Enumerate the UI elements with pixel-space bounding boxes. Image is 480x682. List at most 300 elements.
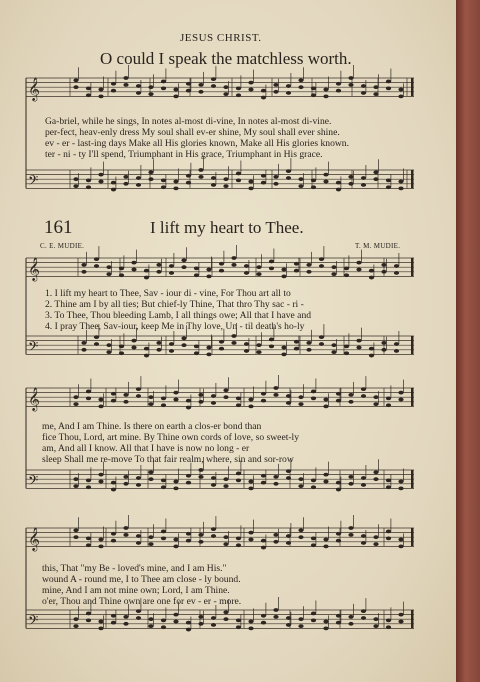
note-head (394, 349, 399, 353)
note-head (111, 481, 116, 485)
note-head (261, 96, 266, 100)
note-head (373, 470, 378, 474)
note-head (161, 86, 166, 90)
note-head (398, 487, 403, 491)
note-head (98, 405, 103, 409)
note-head (86, 618, 91, 622)
note-head (248, 538, 253, 542)
note-head (323, 538, 328, 542)
note-head (94, 264, 99, 268)
note-head (236, 172, 241, 176)
note-head (323, 627, 328, 631)
note-head (144, 269, 149, 273)
note-head (298, 624, 303, 628)
note-head (373, 395, 378, 399)
note-head (206, 353, 211, 357)
note-head (156, 263, 161, 267)
note-head (323, 620, 328, 624)
note-head (294, 347, 299, 351)
note-head (319, 342, 324, 346)
note-head (261, 539, 266, 543)
note-head (373, 542, 378, 546)
note-head (294, 340, 299, 344)
note-head (273, 475, 278, 479)
note-head (298, 402, 303, 406)
note-head (123, 83, 128, 87)
note-head (236, 478, 241, 482)
note-head (136, 476, 141, 480)
note-head (219, 269, 224, 273)
note-head (244, 271, 249, 275)
note-head (273, 386, 278, 390)
note-head (194, 344, 199, 348)
end-bar (411, 258, 414, 276)
note-head (186, 181, 191, 185)
end-bar (411, 388, 414, 406)
note-head (344, 351, 349, 355)
note-head (306, 341, 311, 345)
note-head (86, 93, 91, 97)
note-head (248, 620, 253, 624)
note-head (73, 484, 78, 488)
note-head (136, 534, 141, 538)
note-head (311, 618, 316, 622)
note-head (186, 539, 191, 543)
end-bar (411, 528, 414, 546)
note-head (256, 272, 261, 276)
note-head (86, 485, 91, 489)
note-head (336, 539, 341, 543)
s2-verse-1: me, And I am Thine. Is there on earth a clos-er bond than (42, 421, 262, 432)
note-head (223, 477, 228, 481)
note-head (106, 265, 111, 269)
note-head (348, 482, 353, 486)
note-head (336, 481, 341, 485)
note-head (136, 483, 141, 487)
note-head (386, 478, 391, 482)
note-head (398, 391, 403, 395)
note-head (219, 340, 224, 344)
note-head (373, 92, 378, 96)
hymn-number: 161 (44, 217, 73, 238)
note-head (98, 95, 103, 99)
note-head (236, 536, 241, 540)
note-head (356, 261, 361, 265)
note-head (198, 615, 203, 619)
note-head (148, 395, 153, 399)
book-spine (456, 0, 480, 682)
note-head (173, 88, 178, 92)
note-head (269, 260, 274, 264)
note-head (348, 400, 353, 404)
note-head (223, 542, 228, 546)
note-head (223, 617, 228, 621)
note-head (86, 543, 91, 547)
note-head (148, 170, 153, 174)
note-head (248, 180, 253, 184)
note-head (173, 620, 178, 624)
note-head (398, 538, 403, 542)
note-head (169, 349, 174, 353)
note-head (231, 256, 236, 260)
note-head (323, 545, 328, 549)
note-head (86, 390, 91, 394)
hymn-author: C. E. MUDIE. (40, 242, 85, 250)
note-head (294, 269, 299, 273)
note-head (123, 400, 128, 404)
note-head (173, 398, 178, 402)
prev-verse-3: ev - er - last-ing days Make all His glories known, Make all His glories known. (45, 138, 350, 149)
note-head (98, 398, 103, 402)
note-head (198, 168, 203, 172)
note-head (86, 478, 91, 482)
note-head (398, 88, 403, 92)
note-head (111, 181, 116, 185)
s1-verse-2: 2. Thine am I by all ties; But chief-ly Thine, That thro Thy sac - ri - (45, 299, 304, 310)
note-head (181, 336, 186, 340)
s3-verse-1: this, That "my Be - loved's mine, and I am His." (42, 563, 227, 574)
note-head (311, 543, 316, 547)
note-head (273, 482, 278, 486)
note-head (361, 534, 366, 538)
note-head (356, 339, 361, 343)
note-head (169, 342, 174, 346)
note-head (161, 485, 166, 489)
note-head (236, 178, 241, 182)
note-head (273, 182, 278, 186)
note-head (136, 387, 141, 391)
note-head (286, 91, 291, 95)
note-head (223, 92, 228, 96)
note-head (148, 470, 153, 474)
note-head (211, 183, 216, 187)
bass-clef-icon: 𝄢 (28, 472, 39, 492)
note-head (73, 528, 78, 532)
note-head (181, 265, 186, 269)
note-head (211, 84, 216, 88)
note-head (373, 177, 378, 181)
note-head (331, 265, 336, 269)
hymn-composer: T. M. MUDIE. (355, 242, 401, 250)
note-head (398, 620, 403, 624)
s3-verse-2: wound A - round me, I to Thee am close - ly bound. (42, 574, 241, 585)
note-head (361, 176, 366, 180)
note-head (144, 276, 149, 280)
note-head (386, 530, 391, 534)
note-head (281, 275, 286, 279)
note-head (286, 541, 291, 545)
note-head (361, 541, 366, 545)
note-head (398, 613, 403, 617)
note-head (173, 613, 178, 617)
note-head (194, 351, 199, 355)
note-head (186, 89, 191, 93)
note-head (306, 270, 311, 274)
note-head (336, 181, 341, 185)
note-head (119, 351, 124, 355)
bass-clef-icon: 𝄢 (28, 338, 39, 358)
note-head (323, 180, 328, 184)
treble-clef-icon: 𝄞 (28, 526, 40, 551)
note-head (106, 272, 111, 276)
bass-clef-icon: 𝄢 (28, 172, 39, 192)
note-head (248, 480, 253, 484)
note-head (123, 475, 128, 479)
note-head (298, 184, 303, 188)
note-head (119, 273, 124, 277)
note-head (181, 343, 186, 347)
note-head (86, 185, 91, 189)
note-head (323, 95, 328, 99)
note-head (236, 93, 241, 97)
note-head (244, 349, 249, 353)
note-head (98, 88, 103, 92)
note-head (156, 348, 161, 352)
note-head (336, 82, 341, 86)
note-head (286, 169, 291, 173)
note-head (81, 348, 86, 352)
s3-verse-4: o'er, Thou and Thine own are one for ev - er - more. (42, 596, 242, 607)
note-head (361, 476, 366, 480)
note-head (219, 262, 224, 266)
prev-verse-4: ter - ni - ty I'll spend, Triumphant in His grace, Triumphant in His grace. (45, 149, 323, 160)
note-head (286, 401, 291, 405)
note-head (261, 474, 266, 478)
note-head (206, 346, 211, 350)
note-head (219, 347, 224, 351)
note-head (223, 388, 228, 392)
note-head (211, 623, 216, 627)
note-head (161, 403, 166, 407)
note-head (294, 262, 299, 266)
treble-clef-icon: 𝄞 (28, 256, 40, 281)
note-head (123, 622, 128, 626)
note-head (286, 476, 291, 480)
note-head (256, 350, 261, 354)
note-head (323, 473, 328, 477)
note-head (248, 487, 253, 491)
note-head (198, 393, 203, 397)
note-head (223, 610, 228, 614)
note-head (273, 90, 278, 94)
note-head (198, 475, 203, 479)
note-head (136, 616, 141, 620)
note-head (298, 78, 303, 82)
note-head (148, 92, 153, 96)
note-head (236, 625, 241, 629)
note-head (323, 398, 328, 402)
note-head (156, 270, 161, 274)
note-head (336, 188, 341, 192)
note-head (211, 394, 216, 398)
note-head (161, 478, 166, 482)
note-head (348, 393, 353, 397)
note-head (123, 482, 128, 486)
note-head (73, 477, 78, 481)
note-head (94, 335, 99, 339)
note-head (348, 526, 353, 530)
note-head (186, 406, 191, 410)
note-head (356, 268, 361, 272)
note-head (173, 180, 178, 184)
note-head (311, 478, 316, 482)
note-head (331, 343, 336, 347)
note-head (156, 341, 161, 345)
note-head (111, 82, 116, 86)
note-head (361, 616, 366, 620)
note-head (223, 184, 228, 188)
note-head (311, 612, 316, 616)
note-head (286, 534, 291, 538)
note-head (298, 528, 303, 532)
note-head (386, 403, 391, 407)
note-head (306, 263, 311, 267)
section-header: JESUS CHRIST. (180, 32, 262, 44)
note-head (386, 185, 391, 189)
note-head (173, 391, 178, 395)
note-head (373, 624, 378, 628)
note-head (286, 394, 291, 398)
end-bar (411, 78, 414, 96)
note-head (386, 485, 391, 489)
note-head (119, 344, 124, 348)
note-head (348, 475, 353, 479)
note-head (273, 175, 278, 179)
note-head (98, 473, 103, 477)
note-head (273, 615, 278, 619)
note-head (198, 468, 203, 472)
note-head (119, 266, 124, 270)
note-head (261, 481, 266, 485)
note-head (186, 481, 191, 485)
note-head (98, 620, 103, 624)
note-head (173, 487, 178, 491)
note-head (373, 535, 378, 539)
note-head (381, 341, 386, 345)
note-head (161, 178, 166, 182)
note-head (306, 348, 311, 352)
note-head (286, 176, 291, 180)
note-head (369, 354, 374, 358)
note-head (248, 187, 253, 191)
note-head (356, 346, 361, 350)
note-head (206, 275, 211, 279)
note-head (231, 334, 236, 338)
note-head (73, 78, 78, 82)
note-head (348, 83, 353, 87)
note-head (394, 264, 399, 268)
note-head (323, 173, 328, 177)
note-head (361, 91, 366, 95)
note-head (211, 476, 216, 480)
note-head (386, 396, 391, 400)
note-head (361, 483, 366, 487)
note-head (148, 535, 153, 539)
note-head (386, 86, 391, 90)
note-head (198, 533, 203, 537)
note-head (136, 91, 141, 95)
note-head (381, 348, 386, 352)
note-head (111, 539, 116, 543)
note-head (123, 182, 128, 186)
note-head (381, 270, 386, 274)
note-head (398, 480, 403, 484)
note-head (136, 394, 141, 398)
note-head (73, 617, 78, 621)
note-head (123, 175, 128, 179)
note-head (144, 347, 149, 351)
note-head (111, 621, 116, 625)
note-head (223, 535, 228, 539)
note-head (173, 545, 178, 549)
s3-verse-3: mine, And I am not mine own; Lord, I am Thine. (42, 585, 230, 596)
note-head (348, 622, 353, 626)
note-head (298, 535, 303, 539)
note-head (111, 488, 116, 492)
note-head (73, 177, 78, 181)
note-head (336, 488, 341, 492)
note-head (261, 546, 266, 550)
note-head (261, 174, 266, 178)
note-head (386, 80, 391, 84)
note-head (236, 86, 241, 90)
note-head (173, 480, 178, 484)
note-head (244, 342, 249, 346)
bass-clef-icon: 𝄢 (28, 612, 39, 632)
note-head (161, 625, 166, 629)
note-head (198, 83, 203, 87)
s1-verse-1: 1. I lift my heart to Thee, Sav - iour di - vine, For Thou art all to (45, 288, 291, 299)
note-head (373, 85, 378, 89)
note-head (173, 95, 178, 99)
note-head (286, 84, 291, 88)
end-bar (411, 610, 414, 628)
note-head (336, 399, 341, 403)
note-head (86, 612, 91, 616)
note-head (123, 526, 128, 530)
note-head (386, 625, 391, 629)
note-head (348, 76, 353, 80)
note-head (269, 266, 274, 270)
note-head (361, 84, 366, 88)
prev-hymn-title: O could I speak the matchless worth. (100, 49, 352, 68)
note-head (248, 405, 253, 409)
s2-verse-3: am, And all I know. All that I have is now no long - er (42, 443, 250, 454)
note-head (298, 617, 303, 621)
note-head (281, 268, 286, 272)
note-head (106, 343, 111, 347)
note-head (336, 621, 341, 625)
note-head (236, 618, 241, 622)
note-head (86, 178, 91, 182)
note-head (123, 615, 128, 619)
note-head (148, 624, 153, 628)
note-head (273, 83, 278, 87)
note-head (373, 170, 378, 174)
note-head (186, 174, 191, 178)
note-head (319, 264, 324, 268)
treble-clef-icon: 𝄞 (28, 76, 40, 101)
note-head (173, 187, 178, 191)
note-head (136, 176, 141, 180)
note-head (231, 263, 236, 267)
note-head (131, 339, 136, 343)
note-head (136, 541, 141, 545)
note-head (198, 540, 203, 544)
note-head (211, 401, 216, 405)
note-head (248, 627, 253, 631)
note-head (261, 399, 266, 403)
